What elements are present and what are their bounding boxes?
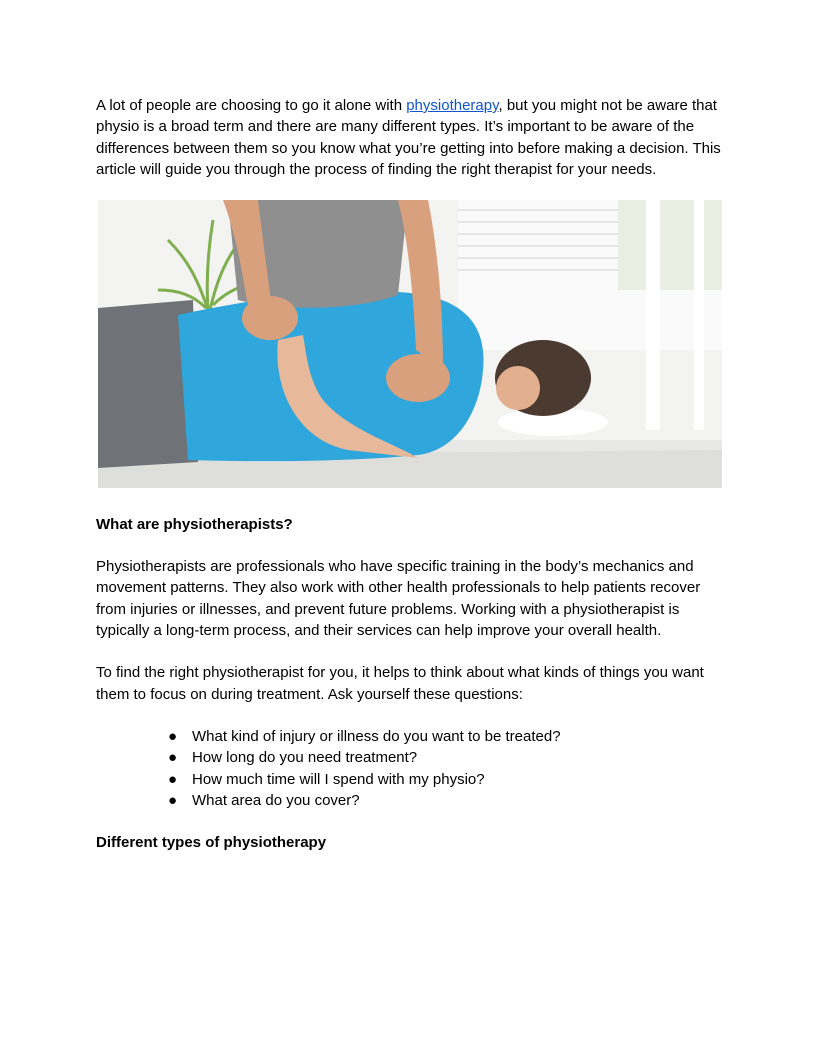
- list-item: [168, 747, 726, 768]
- document-page: [96, 95, 726, 853]
- physiotherapy-photo: [98, 200, 722, 488]
- list-item: [168, 726, 726, 747]
- list-item-text: What area do you cover?: [192, 791, 360, 809]
- physiotherapy-link[interactable]: physiotherapy: [406, 97, 499, 114]
- bullet-icon: ●: [168, 791, 178, 809]
- list-item: [168, 769, 726, 790]
- bullet-icon: ●: [168, 770, 178, 788]
- list-item: [168, 790, 726, 811]
- questions-list: [96, 726, 726, 811]
- list-item-text: How long do you need treatment?: [192, 749, 418, 767]
- physiotherapists-paragraph: Physiotherapists are professionals who have specific training in the body’s mechanics and movement patterns. They also work with other health professionals to help patients recover from injuries or illnesses, and prevent future problems. Working with a physiotherapist is typically a long-term process, and their services can help improve your overall health.: [96, 558, 701, 640]
- intro-text-before: A lot of people are choosing to go it alone with: [96, 97, 407, 114]
- bullet-icon: ●: [168, 749, 178, 767]
- find-physiotherapist-paragraph: To find the right physiotherapist for you, it helps to think about what kinds of things you want them to focus on during treatment. Ask yourself these questions:: [96, 664, 704, 703]
- list-item-text: How much time will I spend with my physio?: [192, 770, 485, 788]
- intro-paragraph: [96, 95, 726, 180]
- section-heading-physiotherapists: What are physiotherapists?: [96, 516, 293, 534]
- intro-text-after: , but you might not be aware that physio is a broad term and there are many different types. It’s important to be aware of the differences between them so you know what you’re getting into before making a decision. This article will guide you through the process of finding the right therapist for your needs.: [96, 97, 721, 178]
- bullet-icon: ●: [168, 727, 178, 745]
- section-heading-types: Different types of physiotherapy: [96, 834, 327, 852]
- list-item-text: What kind of injury or illness do you want to be treated?: [192, 727, 561, 745]
